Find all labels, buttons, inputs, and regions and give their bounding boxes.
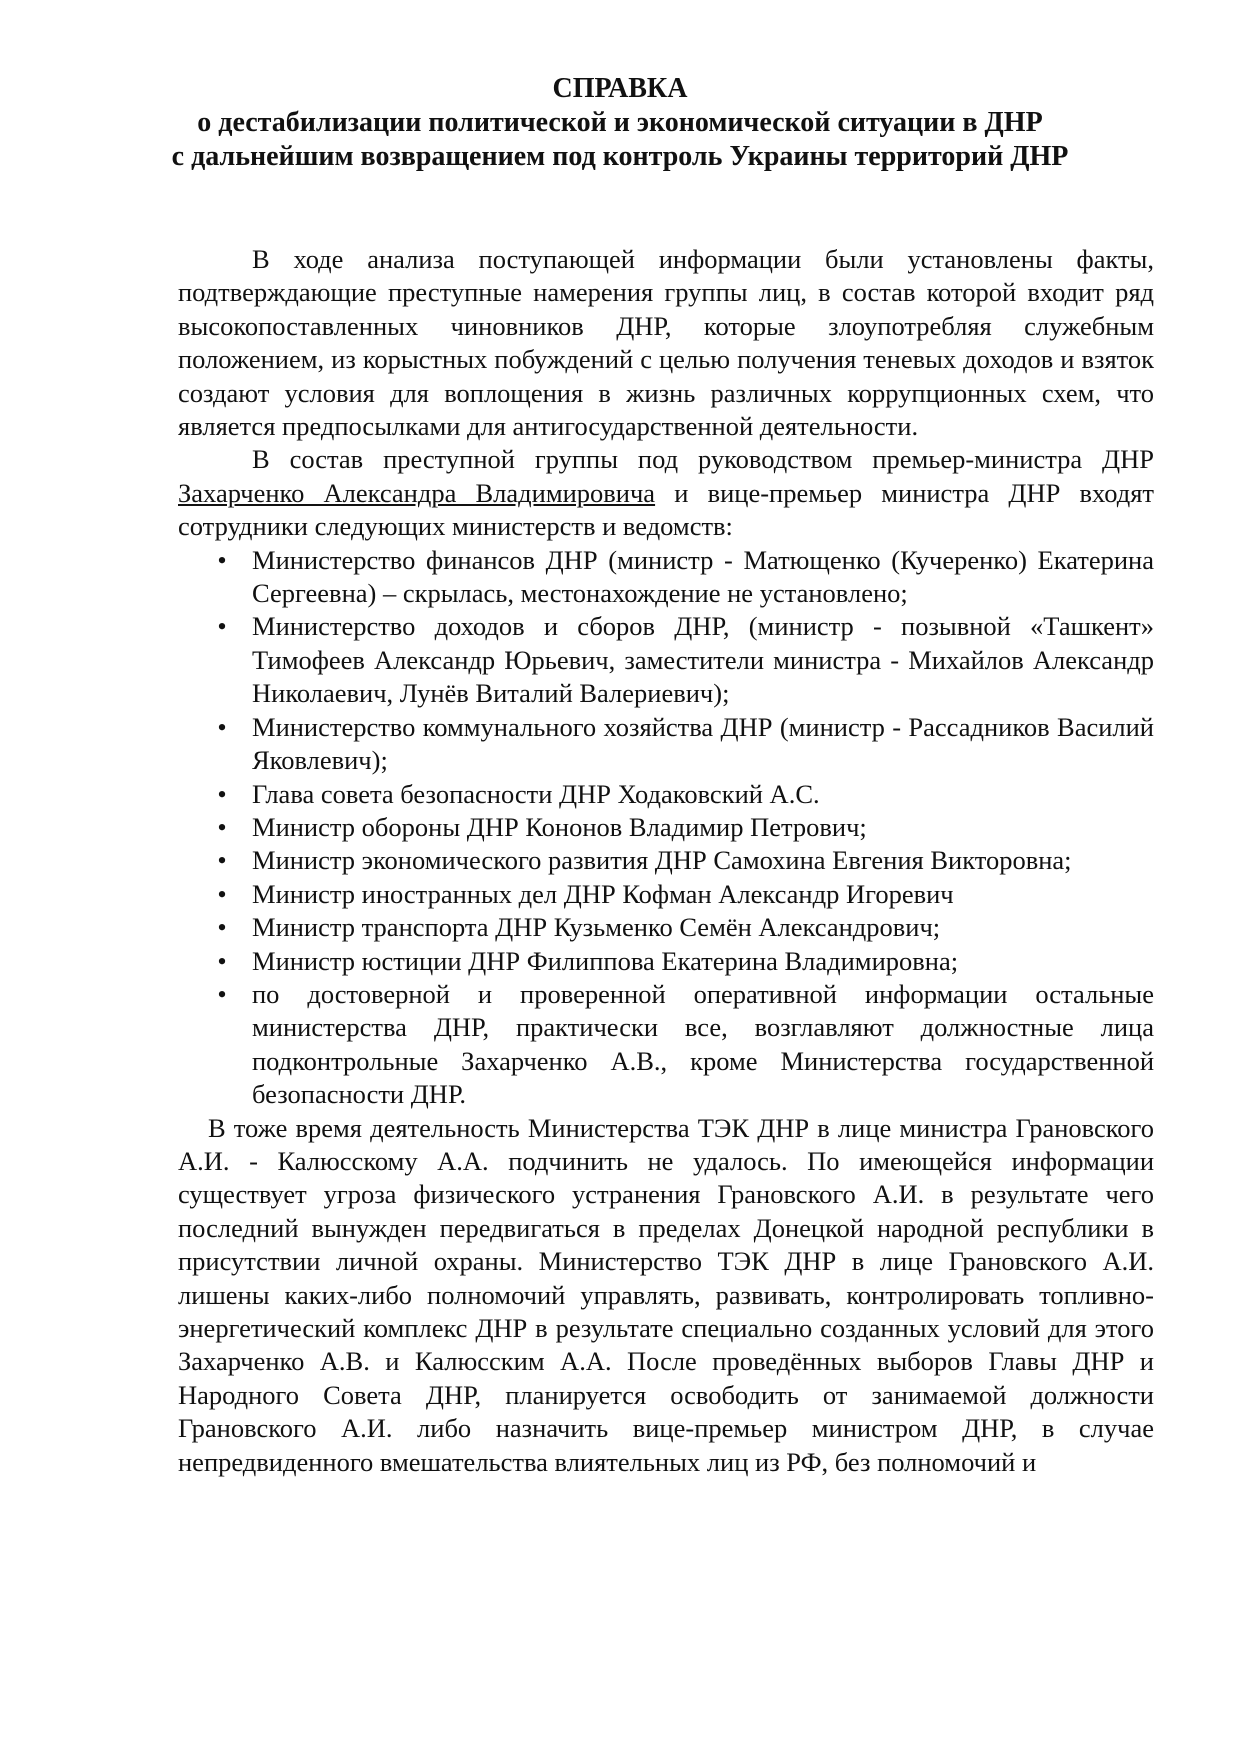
paragraph-group-start: В состав преступной группы под руководством премьер-министра ДНР [252, 444, 1154, 475]
list-item-text: Министр юстиции ДНР Филиппова Екатерина Владимировна; [252, 945, 959, 976]
list-item [178, 978, 1154, 1112]
document-subtitle-line-2: с дальнейшим возвращением под контроль Украины территорий ДНР [171, 141, 1069, 172]
list-item-text: Глава совета безопасности ДНР Ходаковский А.С. [252, 778, 820, 809]
list-item [178, 911, 1154, 944]
paragraph-group-composition [178, 443, 1154, 543]
document-title: СПРАВКА [552, 73, 688, 104]
bullet-icon: • [217, 778, 227, 809]
underlined-name: Захарченко Александра Владимировича [178, 477, 656, 508]
list-item-text: Министерство финансов ДНР (министр - Матющенко (Кучеренко) Екатерина Сергеевна) – скрылась, местонахождение не установлено; [252, 544, 1154, 609]
document-header [120, 72, 1120, 174]
bullet-icon: • [217, 945, 227, 976]
list-item [178, 778, 1154, 811]
list-item [178, 544, 1154, 611]
list-item [178, 711, 1154, 778]
list-item [178, 844, 1154, 877]
paragraph-intro: В ходе анализа поступающей информации были установлены факты, подтверждающие преступные намерения группы лиц, в состав которой входит ряд высокопоставленных чиновников ДНР, которые злоупотребляя служебным положением, из корыстных побуждений с целью получения теневых доходов и взяток создают условия для воплощения в жизнь различных коррупционных схем, что является предпосылками для антигосударственной деятельности. [178, 244, 1154, 442]
list-item [178, 610, 1154, 710]
list-item-text: Министр транспорта ДНР Кузьменко Семён Александрович; [252, 912, 941, 943]
list-item [178, 878, 1154, 911]
list-item-text: Министр иностранных дел ДНР Кофман Александр Игоревич [252, 878, 954, 909]
list-item-text: Министерство доходов и сборов ДНР, (министр - позывной «Ташкент» Тимофеев Александр Юрьевич, заместители министра - Михайлов Александр Николаевич, Лунёв Виталий Валериевич); [252, 611, 1154, 709]
list-item-text: Министр экономического развития ДНР Самохина Евгения Викторовна; [252, 845, 1072, 876]
bullet-icon: • [217, 845, 227, 876]
document-subtitle-line-1: о дестабилизации политической и экономической ситуации в ДНР [197, 107, 1043, 138]
list-item-text: по достоверной и проверенной оперативной информации остальные министерства ДНР, практически все, возглавляют должностные лица подконтрольные Захарченко А.В., кроме Министерства государственной безопасности ДНР. [252, 978, 1154, 1110]
paragraph-group-end: и вице-премьер министра ДНР входят сотрудники следующих министерств и ведомств: [178, 477, 1154, 542]
bullet-icon: • [217, 811, 227, 842]
bullet-icon: • [217, 544, 227, 575]
bullet-icon: • [217, 711, 227, 742]
list-item [178, 811, 1154, 844]
bullet-icon: • [217, 978, 227, 1009]
bullet-icon: • [217, 878, 227, 909]
document-body [178, 243, 1154, 1479]
list-item-text: Министр обороны ДНР Кононов Владимир Петрович; [252, 811, 867, 842]
bullet-icon: • [217, 912, 227, 943]
ministries-list [178, 544, 1154, 1112]
list-item-text: Министерство коммунального хозяйства ДНР (министр - Рассадников Василий Яковлевич); [252, 711, 1154, 776]
paragraph-fuel-energy-ministry: В тоже время деятельность Министерства ТЭК ДНР в лице министра Грановского А.И. - Калюсскому А.А. подчинить не удалось. По имеющейся информации существует угроза физического устранения Грановского А.И. в результате чего последний вынужден передвигаться в пределах Донецкой народной республики в присутствии личной охраны. Министерство ТЭК ДНР в лице Грановского А.И. лишены каких-либо полномочий управлять, развивать, контролировать топливно-энергетический комплекс ДНР в результате специально созданных условий для этого Захарченко А.В. и Калюсским А.А. После проведённых выборов Главы ДНР и Народного Совета ДНР, планируется освободить от занимаемой должности Грановского А.И. либо назначить вице-премьер министром ДНР, в случае непредвиденного вмешательства влиятельных лиц из РФ, без полномочий и [178, 1112, 1154, 1477]
bullet-icon: • [217, 611, 227, 642]
list-item [178, 945, 1154, 978]
